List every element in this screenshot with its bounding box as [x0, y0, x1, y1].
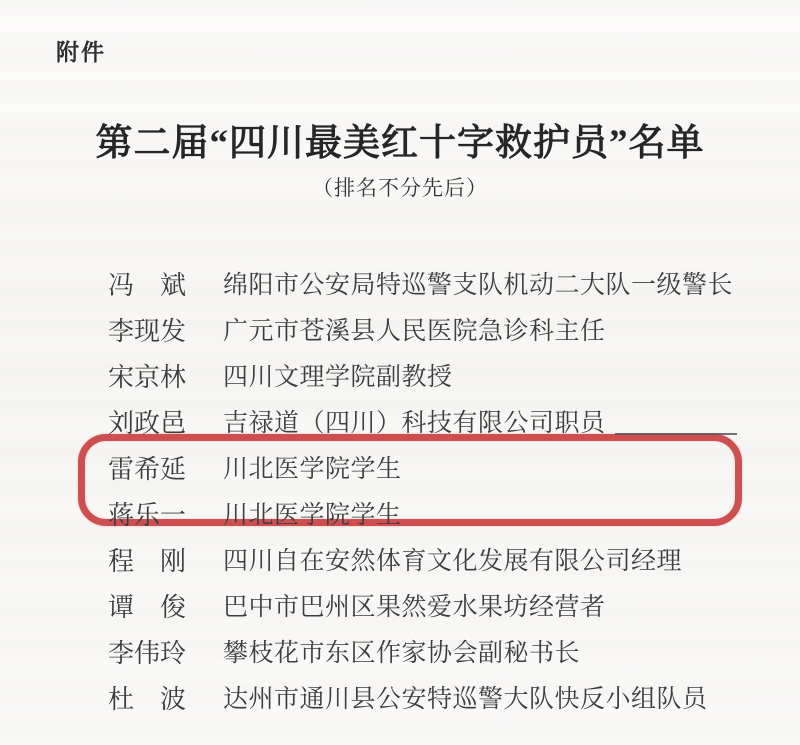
awardee-name: 谭 俊: [108, 592, 187, 622]
list-item: [108, 582, 768, 628]
awardee-affiliation: 达州市通川县公安特巡警大队快反小组队员: [223, 686, 708, 713]
awardee-affiliation: 攀枝花市东区作家协会副秘书长: [223, 640, 581, 667]
list-item: [108, 628, 768, 674]
awardee-name: 杜 波: [108, 684, 187, 714]
awardee-affiliation: 四川文理学院副教授: [223, 364, 453, 391]
awardee-name: 李伟玲: [108, 638, 187, 668]
list-item: [108, 674, 768, 720]
awardee-name: 冯 斌: [108, 270, 187, 300]
awardee-affiliation: 绵阳市公安局特巡警支队机动二大队一级警长: [223, 272, 734, 299]
attachment-label: 附件: [56, 40, 106, 65]
list-item: [108, 306, 768, 352]
awardee-affiliation: 广元市苍溪县人民医院急诊科主任: [223, 318, 606, 345]
awardee-name: 雷希延: [108, 454, 187, 484]
list-item: [108, 536, 768, 582]
list-item: [108, 352, 768, 398]
list-item-highlighted: [108, 490, 768, 536]
awardee-name: 李现发: [108, 316, 187, 346]
awardee-affiliation: 川北医学院学生: [223, 456, 402, 483]
awardee-affiliation: 川北医学院学生: [223, 502, 402, 529]
list-item: [108, 260, 768, 306]
awardee-name: 刘政邑: [108, 408, 187, 438]
awardee-name: 蒋乐一: [108, 500, 187, 530]
page-title: 第二届“四川最美红十字救护员”名单: [95, 123, 705, 164]
list-item: [108, 398, 768, 444]
awardee-affiliation: 巴中市巴州区果然爱水果坊经营者: [223, 594, 606, 621]
page-subtitle: （排名不分先后）: [312, 176, 488, 200]
awardee-name: 程 刚: [108, 546, 187, 576]
awardee-name: 宋京林: [108, 362, 187, 392]
awardee-list: [108, 260, 768, 720]
awardee-affiliation: 四川自在安然体育文化发展有限公司经理: [223, 548, 683, 575]
list-item-highlighted: [108, 444, 768, 490]
awardee-affiliation: 吉禄道（四川）科技有限公司职员: [223, 410, 606, 437]
